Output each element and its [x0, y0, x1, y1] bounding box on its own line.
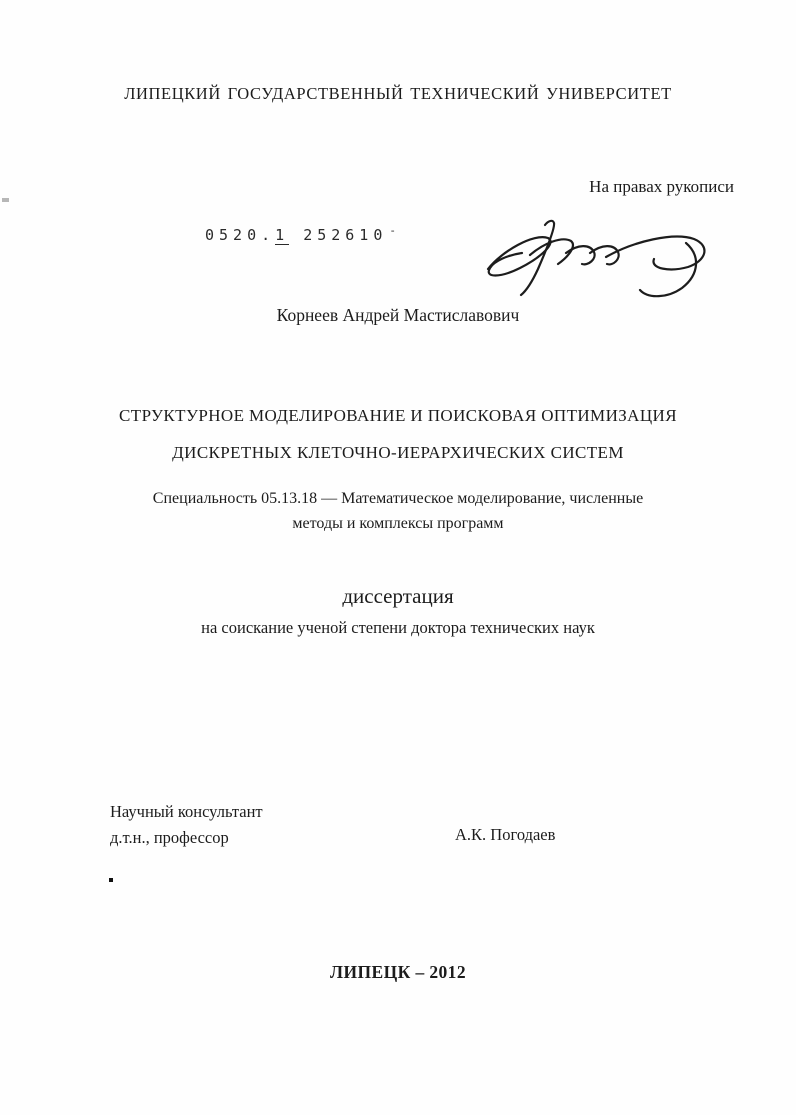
dissertation-title-line1: СТРУКТУРНОЕ МОДЕЛИРОВАНИЕ И ПОИСКОВАЯ ОПТИМИЗАЦИЯ [119, 406, 677, 425]
signature-image [478, 211, 720, 311]
specialty-line1: Специальность 05.13.18 — Математическое моделирование, численные [152, 490, 644, 507]
city-year-line: ЛИПЕЦК – 2012 [330, 962, 466, 982]
stamp-dash-mark: - [389, 224, 396, 237]
work-type-label: диссертация [342, 584, 454, 608]
dissertation-title [0, 397, 796, 471]
university-name: ЛИПЕЦКИЙ ГОСУДАРСТВЕННЫЙ ТЕХНИЧЕСКИЙ УНИВЕРСИТЕТ [124, 84, 672, 103]
dissertation-title-line2: ДИСКРЕТНЫХ КЛЕТОЧНО-ИЕРАРХИЧЕСКИХ СИСТЕМ [172, 443, 624, 462]
stray-ink-dot [109, 878, 113, 882]
stamp-number-suffix: 252610 [303, 226, 388, 244]
scan-edge-speck [2, 198, 9, 202]
stamp-number-underlined-digit: 1 [275, 226, 290, 244]
consultant-role-line2: д.т.н., профессор [110, 828, 229, 847]
specialty [0, 486, 796, 536]
consultant-role-block [110, 799, 263, 851]
author-name: Корнеев Андрей Мастиславович [276, 305, 520, 325]
consultant-name: А.К. Погодаев [455, 825, 556, 844]
manuscript-rights-note: На правах рукописи [589, 177, 734, 196]
library-stamp-number [205, 224, 396, 244]
degree-sought-line: на соискание ученой степени доктора технических наук [201, 618, 595, 637]
specialty-line2: методы и комплексы программ [292, 515, 504, 532]
consultant-role-line1: Научный консультант [110, 802, 263, 821]
stamp-number-prefix: 0520. [205, 226, 276, 244]
